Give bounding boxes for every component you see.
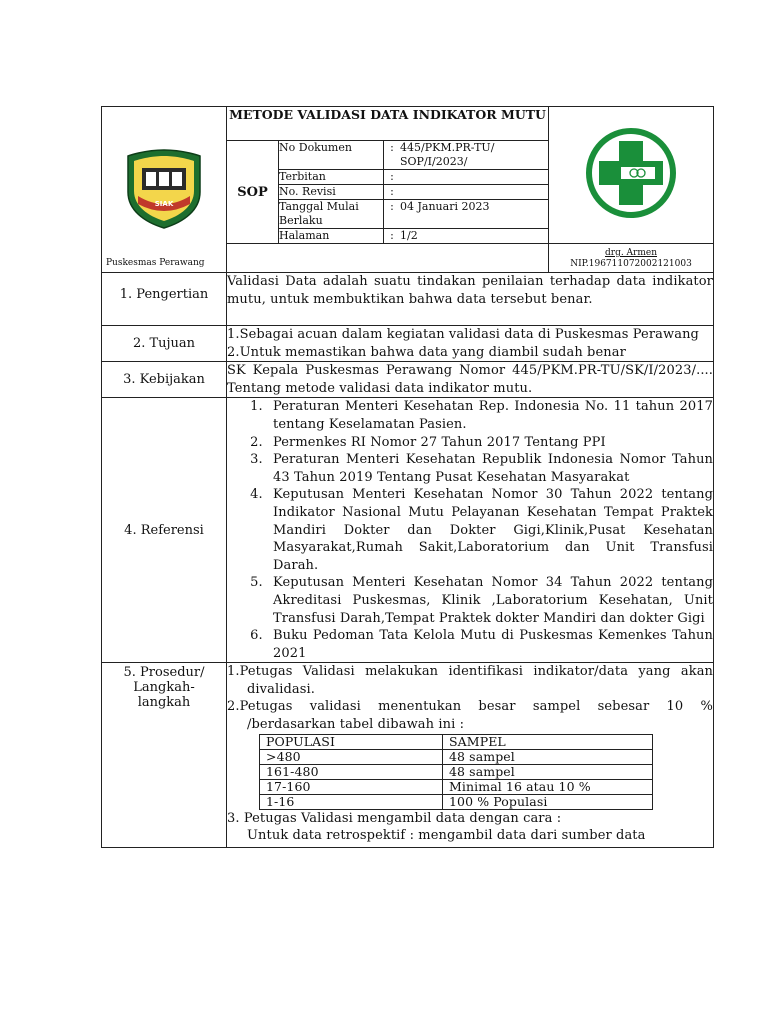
sample-table bbox=[259, 734, 653, 810]
table-header: POPULASI bbox=[260, 734, 443, 749]
meta-value bbox=[400, 185, 548, 200]
prosedur-substep: Untuk data retrospektif : mengambil data dari sumber data bbox=[247, 828, 646, 844]
table-cell: 48 sampel bbox=[443, 749, 653, 764]
signer-nip: NIP.196711072002121003 bbox=[570, 259, 692, 269]
referensi-item: 4. Keputusan Menteri Kesehatan Nomor 30 Tahun 2022 tentang Indikator Nasional Mutu Pelayanan Kesehatan Tempat Praktek Mandiri Dokter dan Dokter Gigi,Klinik,Pusat Kesehatan Masyarakat,Rumah Sakit,Laboratorium dan Unit Transfusi Darah. bbox=[267, 486, 713, 574]
table-cell: 100 % Populasi bbox=[443, 794, 653, 809]
meta-label: No Dokumen bbox=[279, 141, 384, 170]
meta-sep: : bbox=[384, 200, 401, 229]
section-label-pengertian bbox=[102, 273, 227, 326]
prosedur-step: 2.Petugas validasi menentukan besar sampel sebesar 10 % /berdasarkan tabel dibawah ini : bbox=[227, 699, 714, 733]
puskesmas-cross-icon bbox=[585, 127, 677, 219]
referensi-item: 3. Peraturan Menteri Kesehatan Republik Indonesia Nomor Tahun 43 Tahun 2019 Tentang Pusat Kesehatan Masyarakat bbox=[267, 451, 713, 486]
table-cell: 17-160 bbox=[260, 779, 443, 794]
referensi-item: 5. Keputusan Menteri Kesehatan Nomor 34 Tahun 2022 tentang Akreditasi Puskesmas, Klinik ,Laboratorium Kesehatan, Unit Transfusi Darah,Tempat Praktek dokter Mandiri dan dokter Gigi bbox=[267, 574, 713, 627]
pengertian-label: 1. Pengertian bbox=[119, 287, 209, 302]
meta-sep: : bbox=[384, 185, 401, 200]
table-header: SAMPEL bbox=[443, 734, 653, 749]
table-row bbox=[260, 749, 653, 764]
prosedur-step: 3. Petugas Validasi mengambil data dengan cara : bbox=[227, 810, 562, 826]
table-cell: 48 sampel bbox=[443, 764, 653, 779]
kebijakan-line: SK Kepala Puskesmas Perawang Nomor 445/PKM.PR-TU/SK/I/2023/.... bbox=[227, 363, 714, 379]
meta-value: 04 Januari 2023 bbox=[400, 200, 548, 229]
prosedur-label: 5. Prosedur/ Langkah- langkah bbox=[123, 665, 205, 711]
table-cell: >480 bbox=[260, 749, 443, 764]
table-cell: 161-480 bbox=[260, 764, 443, 779]
section-label-tujuan: 2. Tujuan bbox=[102, 326, 227, 362]
right-logo-cell bbox=[549, 107, 714, 244]
kebijakan-line: Tentang metode validasi data indikator mutu. bbox=[227, 380, 533, 396]
pengertian-content: Validasi Data adalah suatu tindakan penilaian terhadap data indikator mutu, untuk membuktikan bahwa data tersebut benar. bbox=[227, 273, 714, 326]
meta-sep: : bbox=[384, 141, 401, 170]
referensi-item: 1. Peraturan Menteri Kesehatan Rep. Indonesia No. 11 tahun 2017 tentang Keselamatan Pasien. bbox=[267, 398, 713, 433]
meta-label: No. Revisi bbox=[279, 185, 384, 200]
kebijakan-content bbox=[227, 362, 714, 398]
meta-label: Halaman bbox=[279, 229, 384, 244]
meta-value: 1/2 bbox=[400, 229, 548, 244]
organization-name: Puskesmas Perawang bbox=[106, 258, 205, 268]
table-row bbox=[260, 794, 653, 809]
section-label-referensi: 4. Referensi bbox=[102, 398, 227, 663]
meta-block bbox=[279, 141, 549, 244]
tujuan-item: 2.Untuk memastikan bahwa data yang diambil sudah benar bbox=[227, 344, 626, 360]
left-logo-cell bbox=[102, 107, 227, 273]
referensi-content bbox=[227, 398, 714, 663]
prosedur-step: 1.Petugas Validasi melakukan identifikasi indikator/data yang akan divalidasi. bbox=[227, 664, 714, 697]
table-row bbox=[260, 779, 653, 794]
table-header-row bbox=[260, 734, 653, 749]
table-cell: Minimal 16 atau 10 % bbox=[443, 779, 653, 794]
referensi-list bbox=[227, 398, 713, 662]
meta-sep: : bbox=[384, 170, 401, 185]
signer-name: drg. Armen bbox=[605, 248, 658, 258]
table-cell: 1-16 bbox=[260, 794, 443, 809]
referensi-item: 6. Buku Pedoman Tata Kelola Mutu di Puskesmas Kemenkes Tahun 2021 bbox=[267, 627, 713, 662]
meta-label: Terbitan bbox=[279, 170, 384, 185]
meta-value: 445/PKM.PR-TU/ SOP/I/2023/ bbox=[400, 141, 548, 170]
tujuan-content bbox=[227, 326, 714, 362]
meta-value bbox=[400, 170, 548, 185]
emblem-ribbon-text: SIAK bbox=[154, 199, 174, 208]
document-title: METODE VALIDASI DATA INDIKATOR MUTU bbox=[227, 107, 549, 141]
sop-table bbox=[101, 106, 714, 848]
meta-label: Tanggal Mulai Berlaku bbox=[279, 200, 384, 229]
sop-label: SOP bbox=[227, 141, 279, 244]
tujuan-item: 1.Sebagai acuan dalam kegiatan validasi data di Puskesmas Perawang bbox=[227, 327, 699, 342]
table-row bbox=[260, 764, 653, 779]
section-label-prosedur bbox=[102, 663, 227, 848]
prosedur-content bbox=[227, 663, 714, 848]
meta-sep: : bbox=[384, 229, 401, 244]
section-label-kebijakan: 3. Kebijakan bbox=[102, 362, 227, 398]
regional-emblem-icon bbox=[122, 146, 206, 230]
signer-cell bbox=[549, 244, 714, 273]
referensi-item: 2. Permenkes RI Nomor 27 Tahun 2017 Tentang PPI bbox=[267, 434, 713, 452]
